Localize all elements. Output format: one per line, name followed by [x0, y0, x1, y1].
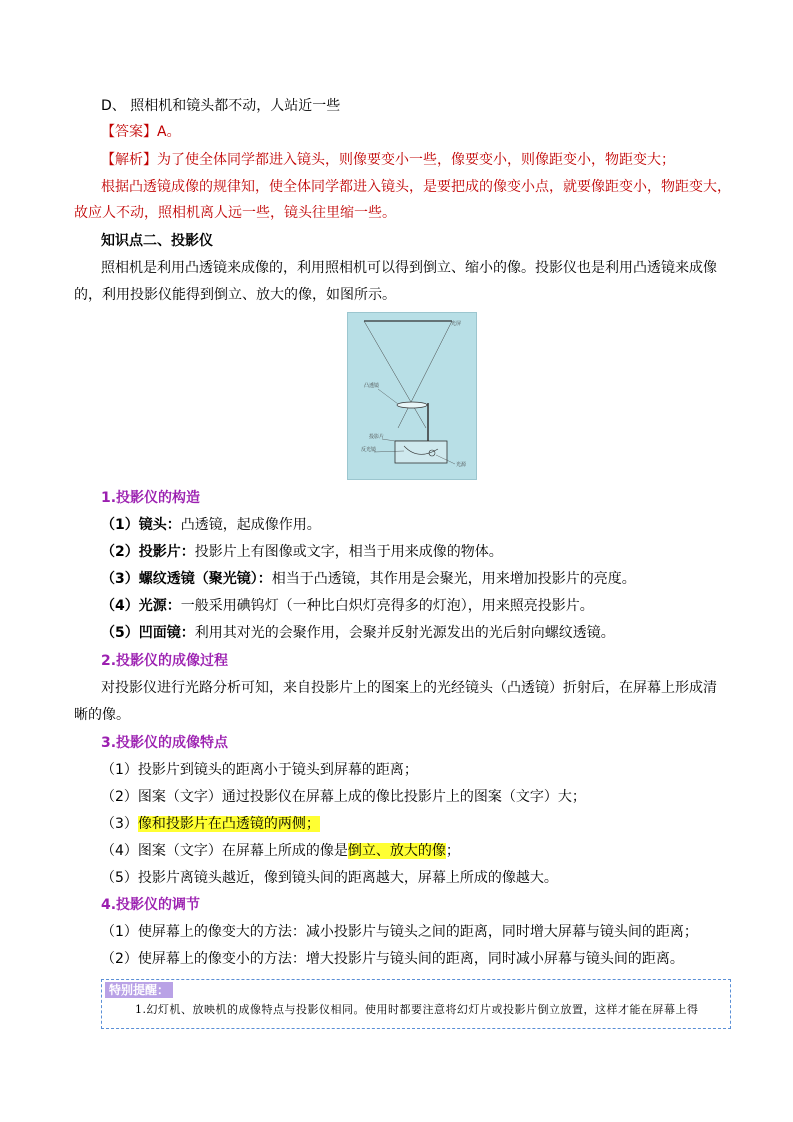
intro-line-2: 的，利用投影仪能得到倒立、放大的像，如图所示。: [74, 287, 396, 303]
s1-item-5-num: （5）: [101, 625, 139, 641]
analysis-line-1: [101, 150, 675, 170]
s1-item-1-term: 镜头：: [138, 517, 181, 533]
lens-shape: [397, 402, 427, 408]
label-mirror: 反光镜: [361, 447, 377, 453]
s1-item-3-term: 螺纹透镜（聚光镜）：: [138, 571, 272, 587]
s1-item-1-num: （1）: [101, 517, 139, 533]
analysis-line-2: 根据凸透镜成像的规律知，使全体同学都进入镜头，是要把成的像变小点，就要像距变小，物距变大，: [101, 179, 731, 195]
tip-line-1: 1.幻灯机、放映机的成像特点与投影仪相同。使用时都要注意将幻灯片或投影片倒立放置，这样才能在屏幕上得: [135, 1003, 699, 1016]
s1-item-2: [101, 542, 503, 562]
s1-item-5-term: 凹面镜：: [138, 625, 195, 641]
s3-item-3: [101, 814, 320, 834]
option-d: D、 照相机和镜头都不动，人站近一些: [101, 98, 341, 114]
s3-item-1: （1）投影片到镜头的距离小于镜头到屏幕的距离；: [101, 762, 418, 778]
s3-item-2: （2）图案（文字）通过投影仪在屏幕上成的像比投影片上的图案（文字）大；: [101, 789, 586, 805]
s4-item-2: （2）使屏幕上的像变小的方法：增大投影片与镜头间的距离，同时减小屏幕与镜头间的距离。: [101, 951, 684, 967]
label-source: 光源: [456, 462, 467, 468]
intro-line-1: 照相机是利用凸透镜来成像的，利用照相机可以得到倒立、缩小的像。投影仪也是利用凸透镜来成像: [101, 260, 717, 276]
s3-item-4-highlight: 倒立、放大的像: [347, 843, 446, 859]
s3-item-4-pre: （4）图案（文字）在屏幕上所成的像是: [101, 843, 348, 859]
projector-body: [395, 441, 447, 463]
s3-item-3-highlight: 像和投影片在凸透镜的两侧；: [137, 816, 320, 832]
analysis-line-3: 故应人不动，照相机离人远一些，镜头往里缩一些。: [74, 205, 396, 221]
answer-label: 【答案】: [101, 124, 157, 140]
s1-item-2-num: （2）: [101, 544, 139, 560]
s2-line-1: 对投影仪进行光路分析可知，来自投影片上的图案上的光经镜头（凸透镜）折射后，在屏幕上形成清: [101, 680, 717, 696]
slide-leader: [382, 439, 395, 441]
s3-item-5: （5）投影片离镜头越近，像到镜头间的距离越大，屏幕上所成的像越大。: [101, 870, 558, 886]
label-lens: 凸透镜: [364, 383, 380, 389]
s1-item-3-num: （3）: [101, 571, 139, 587]
s3-item-4: [101, 841, 460, 861]
analysis-label: 【解析】: [101, 152, 157, 168]
projector-figure: [347, 312, 477, 480]
label-screen: 光屏: [451, 321, 462, 327]
s1-item-4-num: （4）: [101, 598, 139, 614]
s2-title: 2.投影仪的成像过程: [101, 653, 229, 669]
s1-item-2-term: 投影片：: [138, 544, 195, 560]
tip-tag: 特别提醒：: [105, 982, 173, 998]
s1-title: 1.投影仪的构造: [101, 490, 201, 506]
lens-leader: [378, 389, 398, 404]
s3-item-3-num: （3）: [101, 816, 138, 832]
answer-line: [101, 122, 181, 142]
ray-right: [398, 321, 452, 428]
s1-item-4-term: 光源：: [138, 598, 181, 614]
s1-item-1-text: 凸透镜，起成像作用。: [180, 517, 321, 533]
s1-item-2-text: 投影片上有图像或文字，相当于用来成像的物体。: [194, 544, 503, 560]
s4-item-1: （1）使屏幕上的像变大的方法：减小投影片与镜头之间的距离，同时增大屏幕与镜头间的距离；: [101, 924, 698, 940]
section-title: 知识点二、投影仪: [101, 233, 213, 249]
analysis-text-1: 为了使全体同学都进入镜头，则像要变小一些，像要变小，则像距变小，物距变大；: [157, 152, 675, 168]
answer-value: A。: [157, 124, 181, 140]
s1-item-1: [101, 515, 321, 535]
s3-item-4-post: ；: [445, 843, 460, 859]
s1-item-5-text: 利用其对光的会聚作用，会聚并反射光源发出的光后射向螺纹透镜。: [194, 625, 615, 641]
s1-item-4: [101, 596, 594, 616]
label-slide: 投影片: [369, 434, 385, 440]
s1-item-3: [101, 569, 636, 589]
s3-title: 3.投影仪的成像特点: [101, 735, 229, 751]
ray-left: [364, 321, 426, 428]
s4-title: 4.投影仪的调节: [101, 897, 201, 913]
s1-item-5: [101, 623, 615, 643]
s1-item-3-text: 相当于凸透镜，其作用是会聚光，用来增加投影片的亮度。: [271, 571, 636, 587]
s1-item-4-text: 一般采用碘钨灯（一种比白炽灯亮得多的灯泡），用来照亮投影片。: [180, 598, 594, 614]
projector-diagram: [348, 313, 476, 479]
s2-line-2: 晰的像。: [74, 707, 130, 723]
